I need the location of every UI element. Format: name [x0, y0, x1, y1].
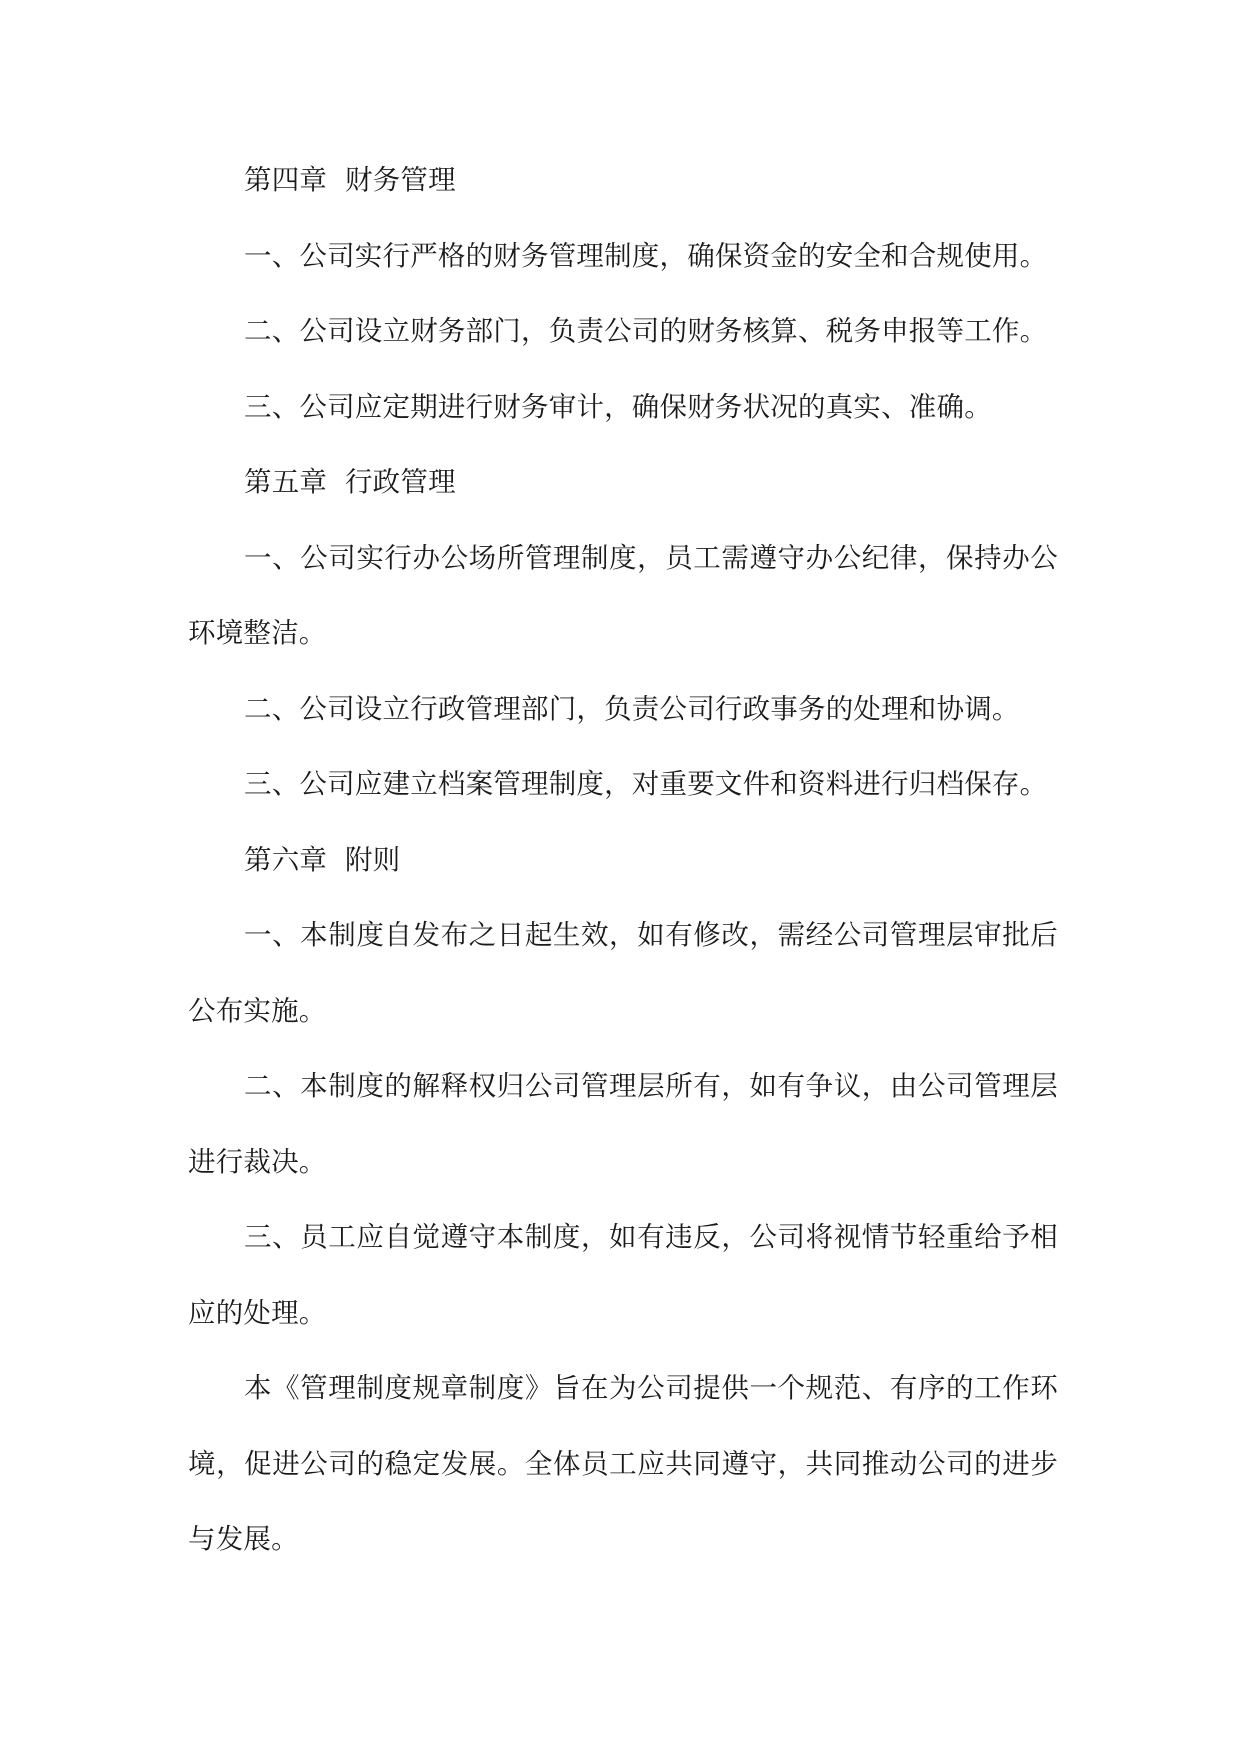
paragraph: 二、本制度的解释权归公司管理层所有，如有争议，由公司管理层进行裁决。 [188, 1070, 1058, 1178]
paragraph: 一、公司实行严格的财务管理制度，确保资金的安全和合规使用。 [244, 239, 1048, 272]
paragraph: 三、公司应定期进行财务审计，确保财务状况的真实、准确。 [244, 390, 992, 423]
paragraph: 一、本制度自发布之日起生效，如有修改，需经公司管理层审批后公布实施。 [188, 919, 1058, 1027]
paragraph: 二、公司设立财务部门，负责公司的财务核算、税务申报等工作。 [244, 315, 1048, 347]
closing-paragraph: 本《管理制度规章制度》旨在为公司提供一个规范、有序的工作环境，促进公司的稳定发展。全体员工应共同遵守，共同推动公司的进步与发展。 [188, 1372, 1058, 1555]
document-body [188, 143, 1058, 1578]
paragraph: 三、公司应建立档案管理制度，对重要文件和资料进行归档保存。 [244, 768, 1048, 800]
chapter-heading-administration: 第五章 行政管理 [244, 466, 456, 498]
paragraph: 三、员工应自觉遵守本制度，如有违反，公司将视情节轻重给予相应的处理。 [188, 1221, 1058, 1329]
chapter-heading-finance: 第四章 财务管理 [244, 164, 456, 196]
chapter-heading-appendix: 第六章 附则 [244, 843, 401, 876]
paragraph: 一、公司实行办公场所管理制度，员工需遵守办公纪律，保持办公环境整洁。 [188, 541, 1058, 649]
paragraph: 二、公司设立行政管理部门，负责公司行政事务的处理和协调。 [244, 692, 1020, 725]
